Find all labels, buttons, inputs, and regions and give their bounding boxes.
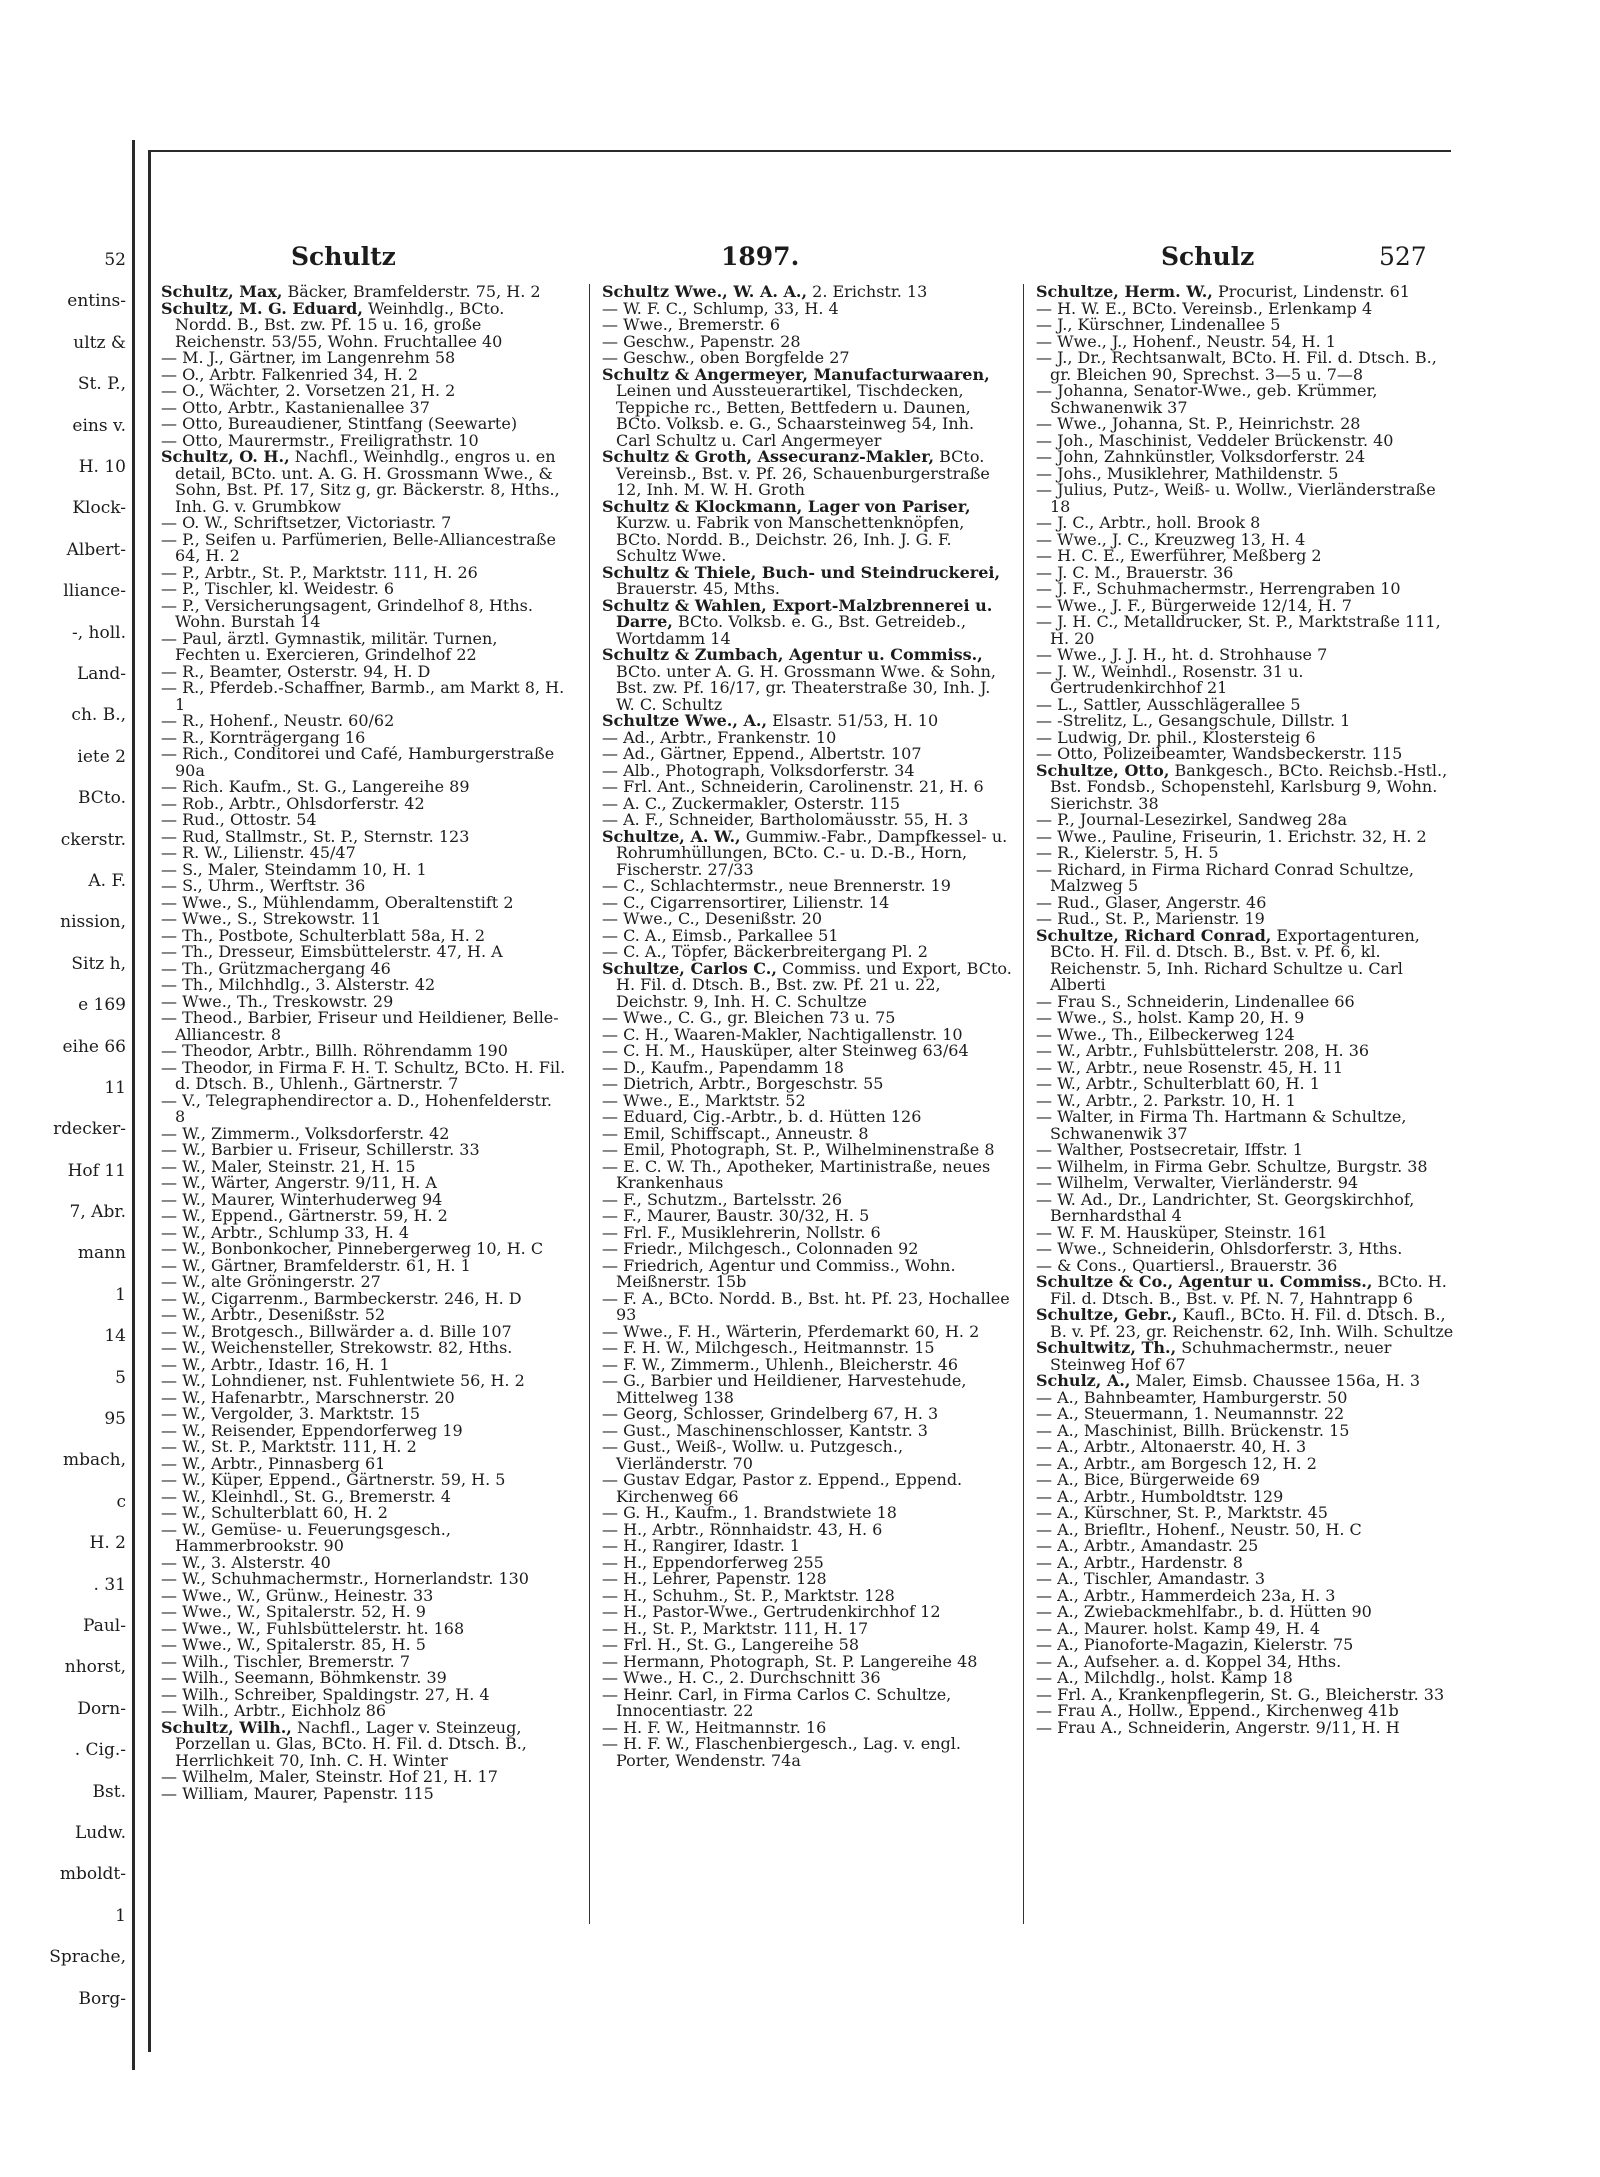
directory-entry: — Rud., Glaser, Angerstr. 46: [1036, 892, 1267, 912]
directory-entry: — G., Barbier und Heildiener, Harvestehude, Mittelweg 138: [602, 1371, 967, 1407]
directory-entry: — W., Arbtr., Schulterblatt 60, H. 1: [1036, 1074, 1320, 1093]
directory-entry: — H. W. E., BCto. Vereinsb., Erlenkamp 4: [1036, 298, 1373, 318]
directory-entry: — Rich. Kaufm., St. G., Langereihe 89: [161, 777, 470, 796]
directory-entry: — Richard, in Firma Richard Conrad Schultze, Malzweg 5: [1036, 859, 1414, 895]
directory-entry: Schultze, Herm. W., Procurist, Lindenstr. 61: [1036, 284, 1410, 301]
directory-page: [148, 150, 1454, 2052]
header-year: 1897.: [721, 242, 800, 271]
prev-page-fragment: H. 2: [89, 1533, 126, 1554]
directory-entry: Schultwitz, Th., Schuhmachermstr., neuer Steinweg Hof 67: [1036, 1338, 1392, 1374]
directory-entry: Schultze, Carlos C., Commiss. und Export, BCto. H. Fil. d. Dtsch. B., Bst. zw. Pf. 21 u. 22, Deichstr. 9, Inh. H. C. Schultze: [602, 958, 1012, 1011]
directory-entry: — J. H. C., Metalldrucker, St. P., Marktstraße 111, H. 20: [1036, 612, 1441, 648]
prev-page-fragment: eihe 66: [62, 1036, 126, 1057]
prev-page-fragment: nhorst,: [64, 1657, 126, 1678]
directory-entry: — W., Vergolder, 3. Marktstr. 15: [161, 1404, 421, 1423]
directory-entry: — Wwe., C., Desenißstr. 20: [602, 909, 823, 928]
directory-entry: — P., Tischler, kl. Weidestr. 6: [161, 579, 395, 598]
directory-entry: — J. C. M., Brauerstr. 36: [1036, 562, 1234, 582]
directory-entry: — Frau A., Schneiderin, Angerstr. 9/11, H. H: [1036, 1717, 1400, 1737]
prev-page-fragment: ultz &: [73, 332, 126, 353]
directory-entry: — Frau A., Hollw., Eppend., Kirchenweg 41b: [1036, 1701, 1399, 1720]
prev-page-fragment: Dorn-: [77, 1698, 126, 1719]
directory-entry: — Friedrich, Agentur und Commiss., Wohn. Meißnerstr. 15b: [602, 1255, 956, 1291]
directory-entry: Schultz, Wilh., Nachfl., Lager v. Steinzeug, Porzellan u. Glas, BCto. H. Fil. d. Dtsch. B., Herrlichkeit 70, Inh. C. H. Winter: [161, 1717, 527, 1770]
directory-entry: — P., Arbtr., St. P., Marktstr. 111, H. 26: [161, 562, 478, 582]
directory-entry: — Frl. F., Musiklehrerin, Nollstr. 6: [602, 1222, 881, 1242]
directory-entry: — Wwe., J. F., Bürgerweide 12/14, H. 7: [1036, 595, 1352, 615]
prev-page-fragment: rdecker-: [53, 1119, 126, 1140]
directory-entry: — C. A., Eimsb., Parkallee 51: [602, 925, 839, 945]
directory-entry: — Gust., Weiß-, Wollw. u. Putzgesch., Vierländerstr. 70: [602, 1437, 904, 1473]
directory-entry: — S., Maler, Steindamm 10, H. 1: [161, 859, 427, 879]
directory-entry: — P., Versicherungsagent, Grindelhof 8, Hths. Wohn. Burstah 14: [161, 595, 533, 631]
directory-entry: — W., Gärtner, Bramfelderstr. 61, H. 1: [161, 1255, 471, 1275]
directory-entry: — W., Arbtr., Schlump 33, H. 4: [161, 1222, 409, 1242]
directory-entry: — Wwe., J. C., Kreuzweg 13, H. 4: [1036, 529, 1306, 549]
directory-entry: — W. F. C., Schlump, 33, H. 4: [602, 298, 839, 318]
directory-entry: — Wilh., Tischler, Bremerstr. 7: [161, 1651, 411, 1671]
prev-page-fragment: St. P.,: [77, 374, 126, 395]
directory-entry: — Johs., Musiklehrer, Mathildenstr. 5: [1036, 463, 1339, 483]
directory-entry: — Rich., Conditorei und Café, Hamburgerstraße 90a: [161, 744, 555, 780]
prev-page-fragment: ckerstr.: [60, 829, 126, 850]
prev-page-fragment: nission,: [60, 912, 126, 933]
directory-entry: — Paul, ärztl. Gymnastik, militär. Turnen, Fechten u. Exercieren, Grindelhof 22: [161, 628, 498, 664]
directory-entry: — A., Briefltr., Hohenf., Neustr. 50, H. C: [1036, 1519, 1362, 1539]
column-2: [589, 284, 1012, 1924]
prev-page-fragment: 14: [104, 1326, 126, 1347]
directory-entry: — A., Bice, Bürgerweide 69: [1036, 1470, 1260, 1489]
directory-entry: — Frl. H., St. G., Langereihe 58: [602, 1635, 859, 1654]
directory-entry: — Otto, Arbtr., Kastanienallee 37: [161, 397, 430, 417]
directory-entry: — Theod., Barbier, Friseur und Heildiener, Belle-Alliancestr. 8: [161, 1008, 559, 1044]
directory-entry: — Wwe., S., Mühlendamm, Oberaltenstift 2: [161, 892, 514, 912]
directory-entry: Schultze, Gebr., Kaufl., BCto. H. Fil. d. Dtsch. B., B. v. Pf. 23, gr. Reichenstr. 62, Inh. Wilh. Schultze: [1036, 1305, 1454, 1341]
directory-entry: — W., Kleinhdl., St. G., Bremerstr. 4: [161, 1486, 451, 1506]
directory-entry: — Gust., Maschinenschlosser, Kantstr. 3: [602, 1420, 928, 1440]
directory-entry: — H., Arbtr., Rönnhaidstr. 43, H. 6: [602, 1519, 883, 1539]
directory-entry: — W., Maler, Steinstr. 21, H. 15: [161, 1156, 416, 1176]
directory-entry: — Wwe., Johanna, St. P., Heinrichstr. 28: [1036, 414, 1361, 433]
prev-page-fragment: Bst.: [92, 1781, 126, 1802]
directory-entry: — A., Maschinist, Billh. Brückenstr. 15: [1036, 1420, 1350, 1440]
directory-entry: — W., Lohndiener, nst. Fuhlentwiete 56, H. 2: [161, 1371, 525, 1390]
directory-entry: — Rob., Arbtr., Ohlsdorferstr. 42: [161, 793, 425, 813]
directory-entry: Schultz, O. H., Nachfl., Weinhdlg., engros u. en detail, BCto. unt. A. G. H. Grossmann Wwe., & Sohn, Bst. Pf. 17, Sitz g, gr. Bäckerstr. 8, Hths., Inh. G. v. Grumbkow: [161, 447, 560, 516]
directory-entry: — Joh., Maschinist, Veddeler Brückenstr. 40: [1036, 430, 1394, 450]
directory-entry: — Wilh., Arbtr., Eichholz 86: [161, 1701, 387, 1720]
directory-entry: — C. H. M., Hausküper, alter Steinweg 63/64: [602, 1041, 969, 1060]
directory-entry: — L., Sattler, Ausschlägerallee 5: [1036, 694, 1301, 714]
directory-entry: — S., Uhrm., Werftstr. 36: [161, 876, 366, 895]
directory-entry: Schultze Wwe., A., Elsastr. 51/53, H. 10: [602, 711, 939, 730]
directory-entry: — Th., Grützmachergang 46: [161, 958, 391, 978]
directory-entry: — A., Pianoforte-Magazin, Kielerstr. 75: [1036, 1635, 1354, 1654]
directory-entry: — F., Schutzm., Bartelsstr. 26: [602, 1189, 843, 1209]
prev-page-fragment: mbach,: [62, 1450, 126, 1471]
directory-entry: — Geschw., Papenstr. 28: [602, 331, 801, 351]
directory-entry: — A., Arbtr., Hardenstr. 8: [1036, 1552, 1243, 1572]
directory-entry: — Wwe., W., Spitalerstr. 52, H. 9: [161, 1602, 426, 1621]
directory-entry: — A. F., Schneider, Bartholomäusstr. 55, H. 3: [602, 810, 969, 829]
directory-entry: — Emil, Schiffscapt., Anneustr. 8: [602, 1123, 869, 1143]
prev-page-fragment: mboldt-: [59, 1864, 126, 1885]
directory-entry: — Wwe., H. C., 2. Durchschnitt 36: [602, 1668, 881, 1687]
directory-entry: — J. W., Weinhdl., Rosenstr. 31 u. Gertrudenkirchhof 21: [1036, 661, 1304, 697]
directory-entry: — Johanna, Senator-Wwe., geb. Krümmer, Schwanenwik 37: [1036, 381, 1378, 417]
directory-entry: — Wilhelm, in Firma Gebr. Schultze, Burgstr. 38: [1036, 1156, 1428, 1176]
directory-entry: — Th., Postbote, Schulterblatt 58a, H. 2: [161, 925, 486, 945]
directory-entry: — Wwe., J., Hohenf., Neustr. 54, H. 1: [1036, 331, 1336, 351]
directory-entry: — H. F. W., Heitmannstr. 16: [602, 1717, 827, 1737]
directory-entry: — Wilh., Seemann, Böhmkenstr. 39: [161, 1668, 447, 1687]
prev-page-fragment: Paul-: [83, 1616, 126, 1637]
directory-entry: — Wwe., W., Fuhlsbüttelerstr. ht. 168: [161, 1618, 465, 1638]
prev-page-fragment: H. 10: [78, 456, 126, 477]
prev-page-fragment: Ludw.: [74, 1823, 126, 1844]
directory-entry: — W. F. M. Hausküper, Steinstr. 161: [1036, 1222, 1328, 1242]
directory-entry: — H., Eppendorferweg 255: [602, 1552, 824, 1572]
directory-entry: — H., St. P., Marktstr. 111, H. 17: [602, 1618, 869, 1638]
prev-page-fragment: iete 2: [77, 746, 126, 767]
directory-entry: — W., Eppend., Gärtnerstr. 59, H. 2: [161, 1206, 448, 1225]
directory-entry: — Th., Dresseur, Eimsbüttelerstr. 47, H. A: [161, 942, 503, 961]
directory-entry: — Wilhelm, Maler, Steinstr. Hof 21, H. 17: [161, 1767, 498, 1786]
directory-entry: — W., Schuhmachermstr., Hornerlandstr. 130: [161, 1569, 529, 1588]
directory-entry: — C., Cigarrensortirer, Lilienstr. 14: [602, 892, 890, 912]
directory-entry: — R., Pferdeb.-Schaffner, Barmb., am Markt 8, H. 1: [161, 678, 565, 714]
directory-entry: — A. C., Zuckermakler, Osterstr. 115: [602, 793, 901, 813]
directory-entry: Schultz & Angermeyer, Manufacturwaaren, Leinen und Aussteuerartikel, Tischdecken, Teppiche rc., Betten, Bettfedern u. Daunen, BCto. Volksb. e. G., Schaarsteinweg 54, Inh. Carl Schultz u. Carl Angermeyer: [602, 364, 990, 450]
directory-entry: Schultz & Zumbach, Agentur u. Commiss., BCto. unter A. G. H. Grossmann Wwe. & Sohn, Bst. zw. Pf. 16/17, gr. Theaterstraße 30, Inh. J. W. C. Schultz: [602, 645, 997, 714]
directory-entry: — Rud, Stallmstr., St. P., Sternstr. 123: [161, 826, 470, 846]
prev-page-fragment: . 31: [93, 1574, 126, 1595]
directory-entry: Schultz Wwe., W. A. A., 2. Erichstr. 13: [602, 284, 928, 301]
directory-entry: — Rud., St. P., Marienstr. 19: [1036, 909, 1265, 928]
prev-page-fragment: Sitz h,: [71, 953, 126, 974]
directory-entry: — Ludwig, Dr. phil., Klostersteig 6: [1036, 727, 1316, 747]
directory-entry: — W., Bonbonkocher, Pinnebergerweg 10, H. C: [161, 1239, 544, 1258]
directory-entry: — A., Maurer. holst. Kamp 49, H. 4: [1036, 1618, 1320, 1638]
directory-entry: Schultz, M. G. Eduard, Weinhdlg., BCto. Nordd. B., Bst. zw. Pf. 15 u. 16, große Reichenstr. 53/55, Wohn. Fruchtallee 40: [161, 298, 505, 351]
directory-entry: — Emil, Photograph, St. P., Wilhelminenstraße 8: [602, 1140, 995, 1159]
directory-entry: — Wwe., S., holst. Kamp 20, H. 9: [1036, 1008, 1305, 1027]
directory-entry: — W., Brotgesch., Billwärder a. d. Bille 107: [161, 1321, 512, 1341]
directory-entry: — W., Weichensteller, Strekowstr. 82, Hths.: [161, 1338, 513, 1357]
directory-entry: — J., Kürschner, Lindenallee 5: [1036, 315, 1281, 334]
directory-entry: — Wwe., S., Strekowstr. 11: [161, 909, 382, 928]
directory-entry: — Theodor, Arbtr., Billh. Röhrendamm 190: [161, 1041, 508, 1060]
directory-entry: — R. W., Lilienstr. 45/47: [161, 843, 356, 862]
directory-entry: — & Cons., Quartiersl., Brauerstr. 36: [1036, 1255, 1338, 1275]
directory-entry: — Frau S., Schneiderin, Lindenallee 66: [1036, 991, 1355, 1011]
directory-entry: — Wwe., C. G., gr. Bleichen 73 u. 75: [602, 1008, 896, 1027]
directory-entry: — W., Zimmerm., Volksdorferstr. 42: [161, 1123, 450, 1143]
prev-page-fragment: Albert-: [66, 539, 126, 560]
directory-entry: — A., Tischler, Amandastr. 3: [1036, 1569, 1266, 1588]
prev-page-fragment: 1: [115, 1284, 126, 1305]
directory-entry: — Wwe., Pauline, Friseurin, 1. Erichstr. 32, H. 2: [1036, 826, 1427, 846]
directory-entry: — J., Dr., Rechtsanwalt, BCto. H. Fil. d. Dtsch. B., gr. Bleichen 90, Sprechst. 3—5 u. 7—8: [1036, 348, 1437, 384]
prev-page-fragment: 11: [104, 1077, 126, 1098]
prev-page-fragment: -, holl.: [71, 622, 126, 643]
directory-entry: — F. W., Zimmerm., Uhlenh., Bleicherstr. 46: [602, 1354, 959, 1374]
page-number: 527: [1379, 242, 1427, 271]
directory-entry: Schultze & Co., Agentur u. Commiss., BCto. H. Fil. d. Dtsch. B., Bst. v. Pf. N. 7, Hahntrapp 6: [1036, 1272, 1447, 1308]
prev-page-fragment: 95: [104, 1409, 126, 1430]
directory-entry: — W., Arbtr., Desenißstr. 52: [161, 1305, 386, 1324]
directory-entry: — Dietrich, Arbtr., Borgeschstr. 55: [602, 1074, 884, 1093]
prev-page-fragment: mann: [77, 1243, 126, 1264]
directory-entry: — Julius, Putz-, Weiß- u. Wollw., Vierländerstraße 18: [1036, 480, 1436, 516]
directory-entry: Schultz & Groth, Assecuranz-Makler, BCto. Vereinsb., Bst. v. Pf. 26, Schauenburgerstraße 12, Inh. M. W. H. Groth: [602, 447, 990, 499]
directory-entry: — Ad., Arbtr., Frankenstr. 10: [602, 727, 837, 747]
directory-entry: — W., Reisender, Eppendorferweg 19: [161, 1420, 463, 1440]
directory-entry: — Wwe., Th., Eilbeckerweg 124: [1036, 1024, 1295, 1044]
prev-page-fragment: c: [116, 1491, 126, 1512]
directory-entry: — J. C., Arbtr., holl. Brook 8: [1036, 513, 1261, 532]
prev-page-fragment: ch. B.,: [71, 705, 126, 726]
directory-entry: — Wwe., Bremerstr. 6: [602, 315, 780, 334]
directory-entry: — R., Hohenf., Neustr. 60/62: [161, 711, 395, 730]
directory-entry: — O., Arbtr. Falkenried 34, H. 2: [161, 364, 418, 384]
directory-entry: — -Strelitz, L., Gesangschule, Dillstr. 1: [1036, 711, 1351, 730]
prev-page-fragment: 52: [104, 250, 126, 270]
directory-entry: — W., Arbtr., Idastr. 16, H. 1: [161, 1354, 390, 1374]
directory-entry: — A., Milchdlg., holst. Kamp 18: [1036, 1668, 1293, 1687]
directory-entry: — Th., Milchhdlg., 3. Alsterstr. 42: [161, 975, 436, 994]
directory-entry: — Wwe., J. J. H., ht. d. Strohhause 7: [1036, 645, 1328, 664]
directory-entry: — Wwe., F. H., Wärterin, Pferdemarkt 60, H. 2: [602, 1321, 980, 1341]
directory-entry: — P., Seifen u. Parfümerien, Belle-Alliancestraße 64, H. 2: [161, 529, 556, 565]
column-3: [1023, 284, 1456, 1924]
directory-entry: — A., Bahnbeamter, Hamburgerstr. 50: [1036, 1387, 1348, 1407]
directory-entry: — Friedr., Milchgesch., Colonnaden 92: [602, 1239, 919, 1258]
prev-page-fragment: Sprache,: [49, 1947, 126, 1968]
directory-entry: — H., Schuhm., St. P., Marktstr. 128: [602, 1585, 895, 1605]
directory-entry: — Ad., Gärtner, Eppend., Albertstr. 107: [602, 744, 922, 763]
directory-entry: — O., Wächter, 2. Vorsetzen 21, H. 2: [161, 381, 456, 400]
directory-entry: — A., Aufseher. a. d. Koppel 34, Hths.: [1036, 1651, 1342, 1671]
directory-entry: Schultz, Max, Bäcker, Bramfelderstr. 75, H. 2: [161, 284, 541, 301]
directory-entry: Schultze, A. W., Gummiw.-Fabr., Dampfkessel- u. Rohrumhüllungen, BCto. C.- u. D.-B., Horn, Fischerstr. 27/33: [602, 826, 1008, 879]
directory-entry: — A., Arbtr., Amandastr. 25: [1036, 1536, 1259, 1555]
directory-entry: — H. F. W., Flaschenbiergesch., Lag. v. engl. Porter, Wendenstr. 74a: [602, 1734, 961, 1770]
directory-entry: — A., Arbtr., am Borgesch 12, H. 2: [1036, 1453, 1317, 1473]
prev-page-fragment: Hof 11: [67, 1160, 126, 1181]
directory-entry: — Hermann, Photograph, St. P. Langereihe 48: [602, 1651, 978, 1671]
directory-entry: — Wwe., W., Spitalerstr. 85, H. 5: [161, 1635, 426, 1654]
directory-entry: — W., Arbtr., neue Rosenstr. 45, H. 11: [1036, 1057, 1344, 1077]
prev-page-fragment: A. F.: [88, 870, 126, 891]
prev-page-fragment: lliance-: [63, 581, 126, 602]
directory-entry: — Wwe., Th., Treskowstr. 29: [161, 991, 394, 1011]
prev-page-fragment: entins-: [67, 291, 126, 312]
directory-entry: — W., Barbier u. Friseur, Schillerstr. 33: [161, 1140, 480, 1159]
directory-entry: — G. H., Kaufm., 1. Brandstwiete 18: [602, 1503, 897, 1522]
directory-entry: — Otto, Bureaudiener, Stintfang (Seewarte): [161, 414, 518, 433]
directory-entry: — Georg, Schlosser, Grindelberg 67, H. 3: [602, 1404, 939, 1423]
directory-entry: — W., Maurer, Winterhuderweg 94: [161, 1189, 443, 1209]
directory-entry: — Wwe., E., Marktstr. 52: [602, 1090, 806, 1110]
directory-entry: — R., Kornträgergang 16: [161, 727, 366, 747]
directory-entry: — A., Zwiebackmehlfabr., b. d. Hütten 90: [1036, 1602, 1372, 1621]
prev-page-fragment: BCto.: [78, 788, 126, 809]
directory-entry: — A., Kürschner, St. P., Marktstr. 45: [1036, 1503, 1328, 1522]
directory-entry: — W., Schulterblatt 60, H. 2: [161, 1503, 388, 1522]
directory-entry: — W., Arbtr., 2. Parkstr. 10, H. 1: [1036, 1090, 1296, 1110]
prev-page-fragment: . Cig.-: [74, 1740, 126, 1761]
directory-entry: — R., Kielerstr. 5, H. 5: [1036, 843, 1219, 862]
directory-entry: — V., Telegraphendirector a. D., Hohenfelderstr. 8: [161, 1090, 552, 1126]
directory-entry: — A., Arbtr., Hammerdeich 23a, H. 3: [1036, 1585, 1336, 1605]
directory-entry: — H., Lehrer, Papenstr. 128: [602, 1569, 827, 1588]
directory-entry: — Walther, Postsecretair, Iffstr. 1: [1036, 1140, 1303, 1159]
directory-entry: Schultze, Otto, Bankgesch., BCto. Reichsb.-Hstl., Bst. Fondsb., Schopenstehl, Karlsburg 9, Wohn. Sierichstr. 38: [1036, 760, 1448, 813]
directory-entry: — Eduard, Cig.-Arbtr., b. d. Hütten 126: [602, 1107, 922, 1126]
prev-page-fragment: eins v.: [72, 415, 126, 436]
directory-entry: — M. J., Gärtner, im Langenrehm 58: [161, 348, 456, 367]
directory-entry: — Rud., Ottostr. 54: [161, 810, 317, 829]
directory-entry: — Alb., Photograph, Volksdorferstr. 34: [602, 760, 915, 780]
directory-entry: — Wwe., Schneiderin, Ohlsdorferstr. 3, Hths.: [1036, 1239, 1403, 1258]
directory-entry: — C. A., Töpfer, Bäckerbreitergang Pl. 2: [602, 942, 928, 961]
directory-entry: — W., Arbtr., Fuhlsbüttelerstr. 208, H. 36: [1036, 1041, 1370, 1060]
directory-entry: — O. W., Schriftsetzer, Victoriastr. 7: [161, 513, 452, 532]
column-1: [161, 284, 566, 1924]
directory-entry: Schultz & Thiele, Buch- und Steindruckerei, Brauerstr. 45, Mths.: [602, 562, 1001, 598]
prev-page-fragment: Klock-: [72, 498, 126, 519]
header-right-keyword: Schulz: [1161, 242, 1255, 271]
directory-entry: — F., Maurer, Baustr. 30/32, H. 5: [602, 1206, 870, 1225]
directory-entry: — W., Arbtr., Pinnasberg 61: [161, 1453, 386, 1473]
directory-entry: — W., Gemüse- u. Feuerungsgesch., Hammerbrookstr. 90: [161, 1519, 451, 1555]
directory-entry: — Otto, Polizeibeamter, Wandsbeckerstr. 115: [1036, 744, 1403, 763]
directory-entry: — Wilh., Schreiber, Spaldingstr. 27, H. 4: [161, 1684, 490, 1704]
directory-entry: — A., Steuermann, 1. Neumannstr. 22: [1036, 1404, 1345, 1423]
directory-entry: — A., Arbtr., Humboldtstr. 129: [1036, 1486, 1284, 1506]
directory-entry: — C., Schlachtermstr., neue Brennerstr. 19: [602, 876, 951, 895]
directory-entry: — H. C. E., Ewerführer, Meßberg 2: [1036, 546, 1322, 565]
directory-entry: — W., Wärter, Angerstr. 9/11, H. A: [161, 1173, 437, 1192]
directory-entry: Schultz & Klockmann, Lager von Pariser, Kurzw. u. Fabrik von Manschettenknöpfen, BCto. Nordd. B., Deichstr. 26, Inh. J. G. F. Schultz Wwe.: [602, 496, 971, 565]
directory-entry: — W., 3. Alsterstr. 40: [161, 1552, 331, 1572]
directory-entry: — Gustav Edgar, Pastor z. Eppend., Eppend. Kirchenweg 66: [602, 1470, 963, 1506]
directory-entry: — Heinr. Carl, in Firma Carlos C. Schultze, Innocentiastr. 22: [602, 1684, 952, 1720]
directory-entry: — William, Maurer, Papenstr. 115: [161, 1783, 434, 1803]
directory-entry: — F. H. W., Milchgesch., Heitmannstr. 15: [602, 1338, 935, 1357]
running-header: [151, 242, 1451, 282]
directory-entry: — E. C. W. Th., Apotheker, Martinistraße, neues Krankenhaus: [602, 1156, 991, 1192]
directory-entry: — Walter, in Firma Th. Hartmann & Schultze, Schwanenwik 37: [1036, 1107, 1407, 1143]
prev-page-fragment: 1: [115, 1905, 126, 1926]
directory-entry: — John, Zahnkünstler, Volksdorferstr. 24: [1036, 447, 1366, 466]
directory-entry: — W., Küper, Eppend., Gärtnerstr. 59, H. 5: [161, 1470, 506, 1489]
directory-entry: — Wilhelm, Verwalter, Vierländerstr. 94: [1036, 1173, 1359, 1192]
prev-page-fragment: Borg-: [78, 1988, 126, 2009]
directory-entry: — J. F., Schuhmachermstr., Herrengraben 10: [1036, 579, 1401, 598]
directory-entry: Schultze, Richard Conrad, Exportagenturen, BCto. H. Fil. d. Dtsch. B., Bst. v. Pf. 6, kl. Reichenstr. 5, Inh. Richard Schultze u. Carl Alberti: [1036, 925, 1420, 994]
directory-entry: — Wwe., W., Grünw., Heinestr. 33: [161, 1585, 434, 1605]
prev-page-fragment: Land-: [77, 663, 126, 684]
directory-entry: Schulz, A., Maler, Eimsb. Chaussee 156a, H. 3: [1036, 1371, 1421, 1390]
directory-entry: — F. A., BCto. Nordd. B., Bst. ht. Pf. 23, Hochallee 93: [602, 1288, 1010, 1324]
directory-entry: — W., Hafenarbtr., Marschnerstr. 20: [161, 1387, 455, 1407]
directory-entry: — W. Ad., Dr., Landrichter, St. Georgskirchhof, Bernhardsthal 4: [1036, 1189, 1415, 1225]
directory-entry: — C. H., Waaren-Makler, Nachtigallenstr. 10: [602, 1024, 963, 1044]
directory-entry: — Frl. A., Krankenpflegerin, St. G., Bleicherstr. 33: [1036, 1684, 1445, 1704]
directory-entry: — P., Journal-Lesezirkel, Sandweg 28a: [1036, 810, 1348, 829]
prev-page-fragment: 5: [115, 1367, 126, 1388]
header-left-keyword: Schultz: [291, 242, 396, 271]
directory-entry: — D., Kaufm., Papendamm 18: [602, 1057, 844, 1077]
directory-entry: — R., Beamter, Osterstr. 94, H. D: [161, 661, 431, 681]
directory-entry: — W., alte Gröningerstr. 27: [161, 1272, 381, 1291]
directory-entry: — W., Cigarrenm., Barmbeckerstr. 246, H. D: [161, 1288, 522, 1308]
directory-entry: — Theodor, in Firma F. H. T. Schultz, BCto. H. Fil. d. Dtsch. B., Uhlenh., Gärtnerstr. 7: [161, 1057, 566, 1093]
directory-entry: Schultz & Wahlen, Export-Malzbrennerei u. Darre, BCto. Volksb. e. G., Bst. Getreideb., Wortdamm 14: [602, 595, 993, 648]
directory-entry: — A., Arbtr., Altonaerstr. 40, H. 3: [1036, 1437, 1307, 1456]
directory-entry: — W., St. P., Marktstr. 111, H. 2: [161, 1437, 417, 1456]
directory-entry: — Frl. Ant., Schneiderin, Carolinenstr. 21, H. 6: [602, 777, 984, 796]
directory-entry: — H., Rangirer, Idastr. 1: [602, 1536, 801, 1555]
prev-page-fragment: e 169: [78, 995, 126, 1016]
directory-entry: — Geschw., oben Borgfelde 27: [602, 348, 850, 367]
directory-entry: — H., Pastor-Wwe., Gertrudenkirchhof 12: [602, 1602, 941, 1621]
previous-page-margin: [0, 140, 135, 2070]
directory-entry: — Otto, Maurermstr., Freiligrathstr. 10: [161, 430, 479, 450]
prev-page-fragment: 7, Abr.: [69, 1202, 126, 1223]
